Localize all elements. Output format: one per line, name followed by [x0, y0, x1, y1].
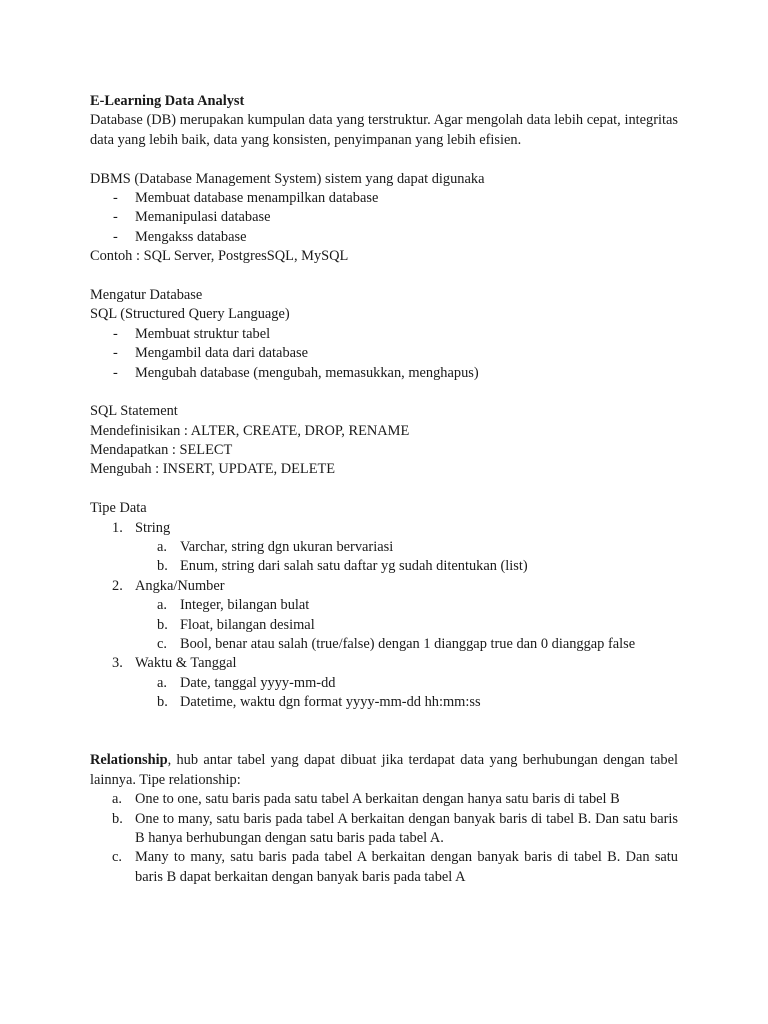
sql-subheading: SQL (Structured Query Language)	[90, 306, 290, 323]
spacer	[90, 713, 678, 752]
list-item-text: One to many, satu baris pada tabel A berkaitan dengan banyak baris di tabel B. Dan satu baris B hanya berhubungan dengan satu baris pada tabel A.	[135, 810, 678, 846]
list-item	[90, 189, 678, 208]
list-marker: b.	[112, 810, 123, 827]
list-item	[90, 208, 678, 227]
list-item-text: Membuat struktur tabel	[135, 325, 271, 342]
statement-line: Mengubah : INSERT, UPDATE, DELETE	[90, 461, 336, 478]
list-item	[90, 344, 678, 363]
list-item-text: Mengakss database	[135, 228, 247, 245]
list-item	[90, 325, 678, 344]
list-marker: -	[113, 325, 118, 342]
list-item	[90, 790, 678, 809]
document-title: E-Learning Data Analyst	[90, 93, 245, 109]
list-item-text: Memanipulasi database	[135, 209, 271, 226]
numbered-item	[90, 654, 678, 673]
list-marker: 2.	[112, 577, 123, 594]
sql-heading: Mengatur Database	[90, 286, 203, 303]
spacer	[90, 480, 678, 499]
list-marker: -	[113, 228, 118, 245]
list-marker: b.	[157, 558, 168, 575]
list-item-text: One to one, satu baris pada satu tabel A berkaitan dengan hanya satu baris di tabel B	[135, 791, 620, 808]
list-marker: 3.	[112, 655, 123, 672]
list-item-text: Mengubah database (mengubah, memasukkan, menghapus)	[135, 364, 479, 381]
relationship-paragraph	[90, 751, 678, 790]
list-item-text: Angka/Number	[135, 577, 225, 594]
list-marker: a.	[157, 539, 167, 556]
list-item-text: Integer, bilangan bulat	[180, 597, 310, 614]
spacer	[90, 150, 678, 169]
list-item	[90, 848, 678, 887]
list-item-text: Waktu & Tanggal	[135, 655, 237, 672]
list-item-text: Bool, benar atau salah (true/false) dengan 1 dianggap true dan 0 dianggap false	[180, 635, 636, 652]
list-item	[90, 364, 678, 383]
dbms-example: Contoh : SQL Server, PostgresSQL, MySQL	[90, 248, 349, 265]
sub-list-item	[90, 596, 678, 615]
spacer	[90, 267, 678, 286]
sub-list-item	[90, 693, 678, 712]
list-item	[90, 810, 678, 849]
list-marker: a.	[112, 791, 122, 808]
tipe-data-heading: Tipe Data	[90, 500, 147, 517]
sub-list-item	[90, 616, 678, 635]
list-item-text: Float, bilangan desimal	[180, 616, 315, 633]
list-marker: a.	[157, 597, 167, 614]
list-marker: c.	[157, 635, 167, 652]
sub-list-item	[90, 635, 678, 654]
list-marker: -	[113, 364, 118, 381]
relationship-term: Relationship	[90, 752, 168, 769]
sub-list-item	[90, 557, 678, 576]
list-marker: c.	[112, 849, 122, 866]
sub-list-item	[90, 674, 678, 693]
list-marker: b.	[157, 694, 168, 711]
list-marker: -	[113, 189, 118, 206]
list-marker: 1.	[112, 519, 123, 536]
list-item-text: Enum, string dari salah satu daftar yg sudah ditentukan (list)	[180, 558, 528, 575]
dbms-heading: DBMS (Database Management System) sistem yang dapat digunaka	[90, 170, 485, 187]
list-marker: -	[113, 209, 118, 226]
list-item-text: String	[135, 519, 171, 536]
sub-list-item	[90, 538, 678, 557]
list-item-text: Membuat database menampilkan database	[135, 189, 379, 206]
list-item-text: Varchar, string dgn ukuran bervariasi	[180, 539, 394, 556]
intro-paragraph: Database (DB) merupakan kumpulan data yang terstruktur. Agar mengolah data lebih cepat, integritas data yang lebih baik, data yang konsisten, penyimpanan yang lebih efisien.	[90, 112, 678, 148]
list-item-text: Date, tanggal yyyy-mm-dd	[180, 674, 336, 691]
list-item-text: Datetime, waktu dgn format yyyy-mm-dd hh:mm:ss	[180, 694, 481, 711]
statement-line: Mendefinisikan : ALTER, CREATE, DROP, RENAME	[90, 422, 410, 439]
list-item-text: Many to many, satu baris pada tabel A berkaitan dengan banyak baris di tabel B. Dan satu baris B dapat berkaitan dengan banyak baris pada tabel A	[135, 849, 678, 885]
spacer	[90, 383, 678, 402]
list-marker: a.	[157, 674, 167, 691]
list-item	[90, 228, 678, 247]
relationship-text: , hub antar tabel yang dapat dibuat jika terdapat data yang berhubungan dengan tabel lainnya. Tipe relationship:	[90, 752, 678, 788]
list-marker: -	[113, 345, 118, 362]
list-marker: b.	[157, 616, 168, 633]
list-item-text: Mengambil data dari database	[135, 345, 309, 362]
statement-line: Mendapatkan : SELECT	[90, 442, 233, 459]
document-page	[90, 92, 678, 887]
numbered-item	[90, 519, 678, 538]
numbered-item	[90, 577, 678, 596]
statement-heading: SQL Statement	[90, 403, 178, 420]
